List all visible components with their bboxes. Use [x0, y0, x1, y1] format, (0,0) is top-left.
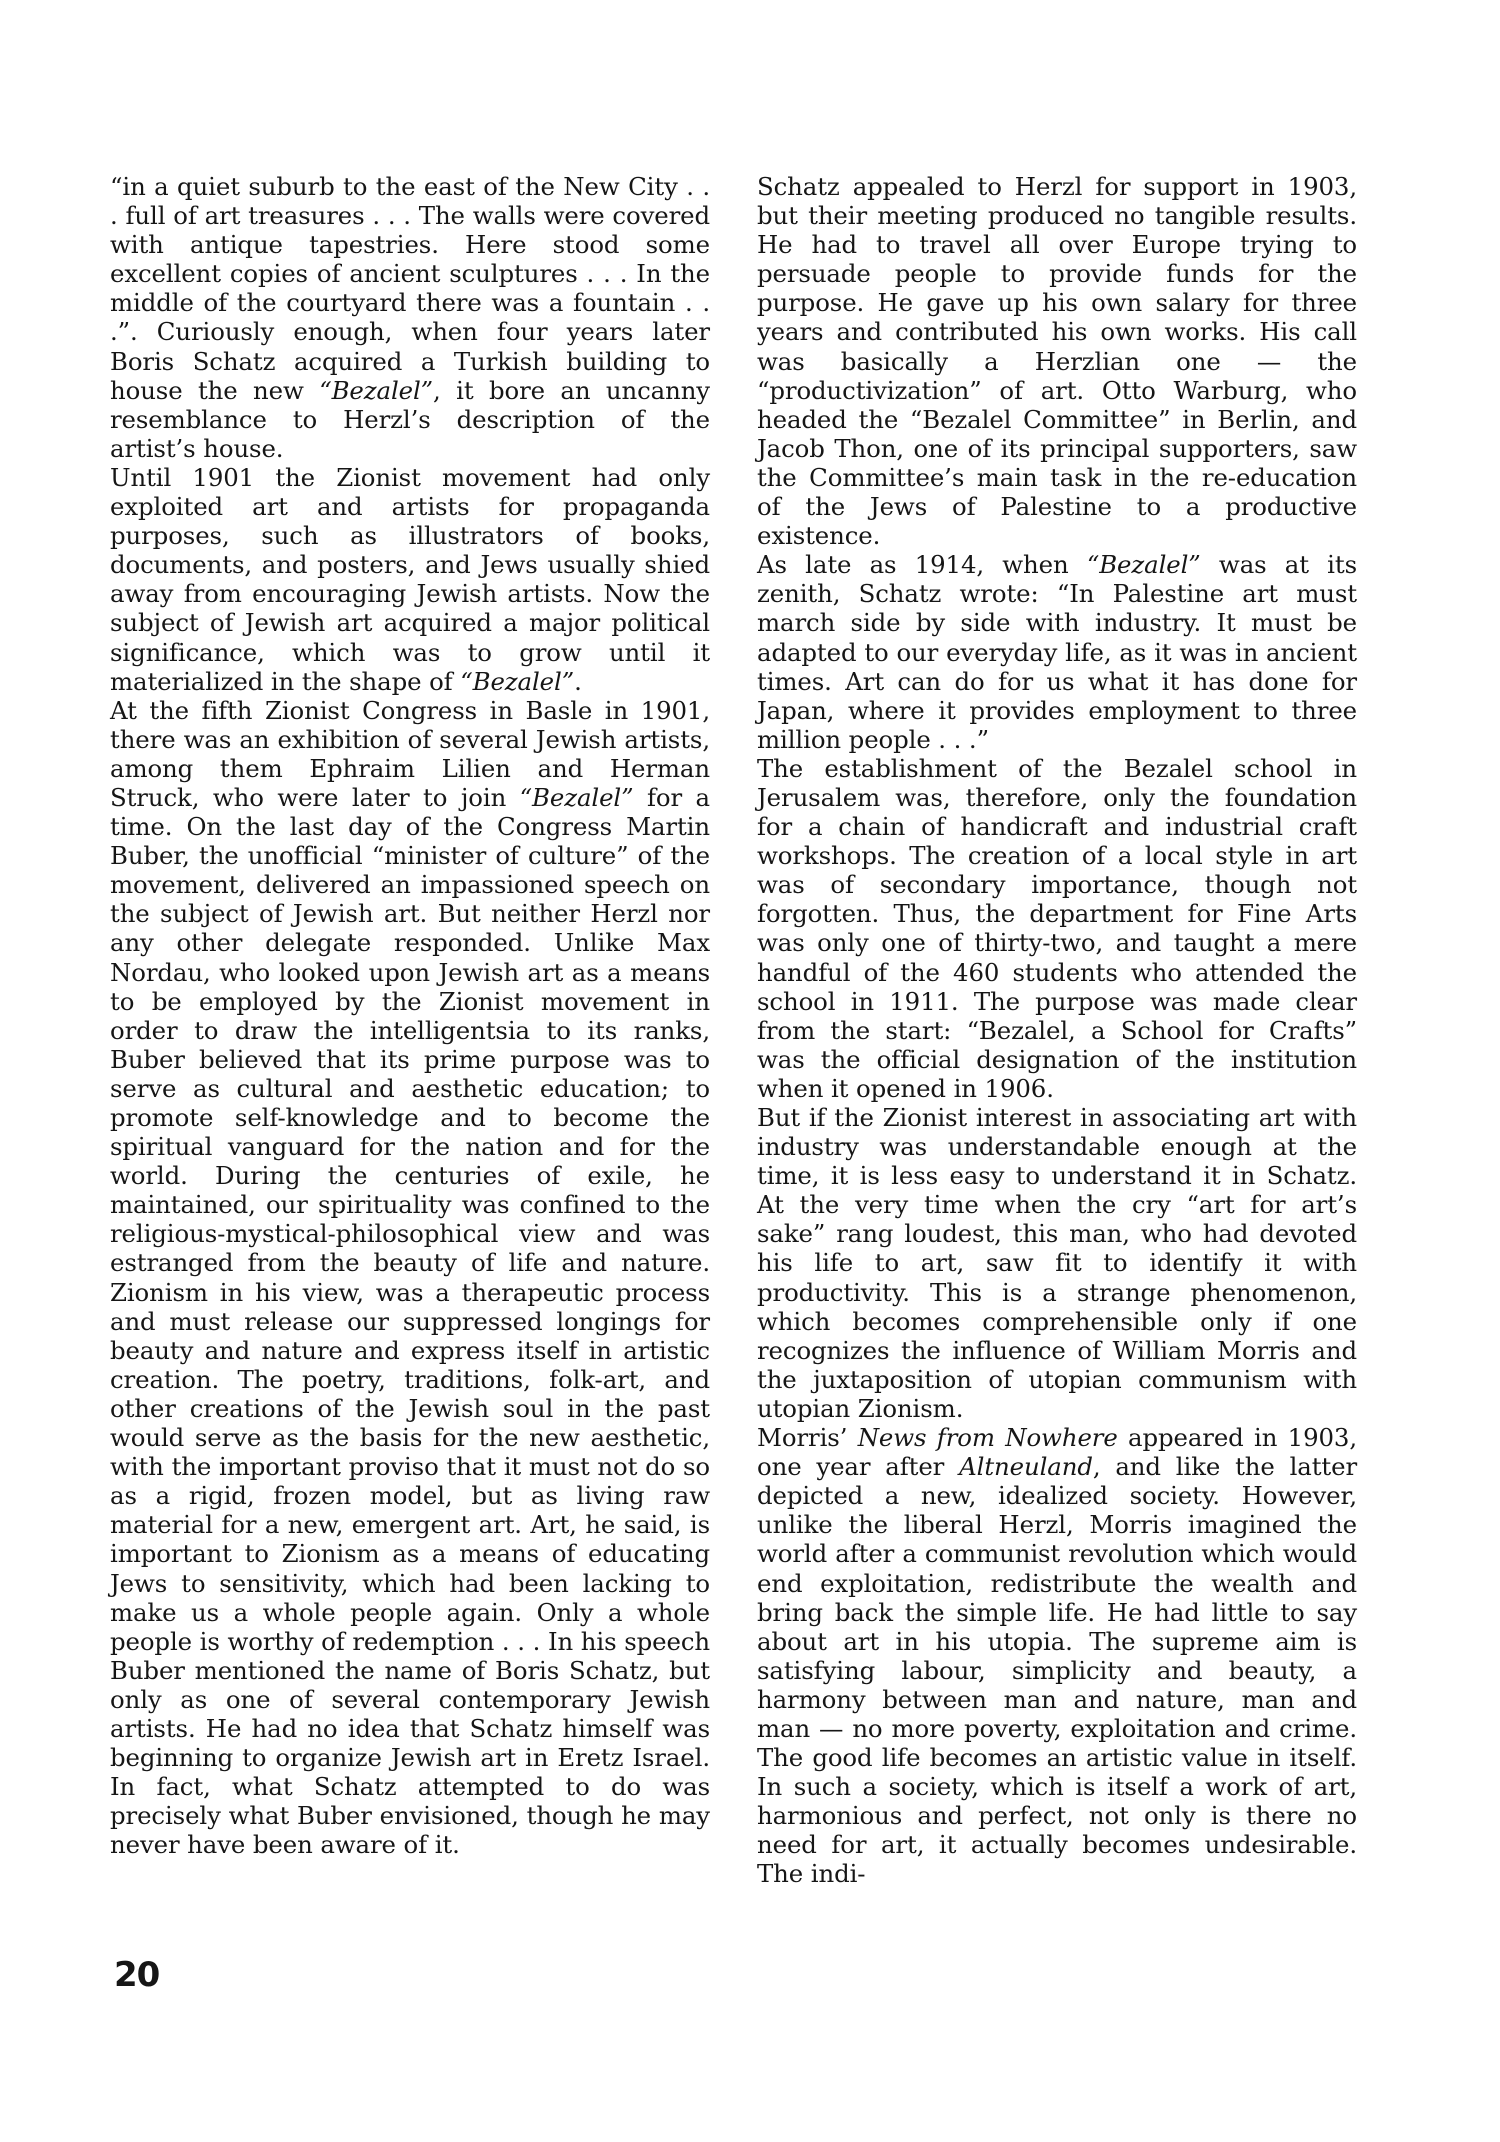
italic-text: News from Nowhere [857, 1423, 1118, 1453]
italic-text: Altneuland [959, 1452, 1093, 1482]
italic-text: “Bezalel” [1086, 550, 1201, 580]
text-run: Until 1901 the Zionist movement had only exploited art and artists for propaganda purposes, such as illustrators of books, documents, and posters, and Jews usually shied away from encouraging Jewish artists. Now the subject of Jewish art acquired a major political significance, which was to grow until it materialized in the shape of [110, 462, 710, 696]
text-run: . [574, 666, 582, 696]
text-run: At the fifth Zionist Congress in Basle in 1901, there was an exhibition of several Jewish artists, among them Ephraim Lilien and Herman Struck, who were later to join [110, 695, 710, 812]
paragraph [110, 172, 710, 463]
paragraph [757, 1423, 1357, 1889]
text-run: was at its zenith, Schatz wrote: “In Palestine art must march side by side with industry. It must be adapted to our everyday life, as it was in ancient times. Art can do for us what it has done for Japan, where it provides employment to three million people . . .” [757, 550, 1357, 754]
text-run: , and like the latter depicted a new, idealized society. However, unlike the liberal Herzl, Morris imagined the world after a communist revolution which would end exploitation, redistribute the wealth and bring back the simple life. He had little to say about art in his utopia. The supreme aim is satisfying labour, simplicity and beauty, a harmony between man and nature, man and man — no more poverty, exploitation and crime. The good life becomes an artistic value in itself. In such a society, which is itself a work of art, harmonious and perfect, not only is there no need for art, it actually becomes undesirable. The indi- [757, 1452, 1358, 1889]
text-run: As late as 1914, when [757, 550, 1087, 580]
italic-text: “Bezalel” [519, 782, 634, 812]
text-run: for a time. On the last day of the Congress Martin Buber, the unofficial “minister of culture” of the movement, delivered an impassioned speech on the subject of Jewish art. But neither Herzl nor any other delegate responded. Unlike Max Nordau, who looked upon Jewish art as a means to be employed by the Zionist movement in order to draw the intelligentsia to its ranks, Buber believed that its prime purpose was to serve as cultural and aesthetic education; to promote self-knowledge and to become the spiritual vanguard for the nation and for the world. During the centuries of exile, he maintained, our spirituality was confined to the religious-mystical-philosophical view and was estranged from the beauty of life and nature. Zionism in his view, was a therapeutic process and must release our suppressed longings for beauty and nature and express itself in artistic creation. The poetry, traditions, folk-art, and other creations of the Jewish soul in the past would serve as the basis for the new aesthetic, with the important proviso that it must not do so as a rigid, frozen model, but as living raw material for a new, emergent art. Art, he said, is important to Zionism as a means of educating Jews to sensitivity, which had been lacking to make us a whole people again. Only a whole people is worthy of redemption . . . In his speech Buber mentioned the name of Boris Schatz, but only as one of several contemporary Jewish artists. He had no idea that Schatz himself was beginning to organize Jewish art in Eretz Israel. In fact, what Schatz attempted to do was precisely what Buber envisioned, though he may never have been aware of it. [110, 782, 710, 1860]
text-run: appeared in 1903, one year after [757, 1423, 1357, 1482]
paragraph [110, 696, 710, 1860]
paragraph [110, 463, 710, 696]
text-run: Morris’ [757, 1423, 858, 1453]
italic-text: “Bezalel” [460, 666, 575, 696]
italic-text: “Bezalel” [319, 375, 434, 405]
paragraph: Schatz appealed to Herzl for support in 1903, but their meeting produced no tangible results. He had to travel all over Europe trying to persuade people to provide funds for the purpose. He gave up his own salary for three years and contributed his own works. His call was basically a Herzlian one — the “productivization” of art. Otto Warburg, who headed the “Bezalel Committee” in Berlin, and Jacob Thon, one of its principal supporters, saw the Committee’s main task in the re-education of the Jews of Palestine to a productive existence. [757, 172, 1357, 551]
paragraph [757, 550, 1357, 754]
left-column [110, 172, 710, 1859]
right-column [757, 172, 1357, 1889]
page-number: 20 [114, 1955, 160, 1995]
paragraph: But if the Zionist interest in associating art with industry was understandable enough at the time, it is less easy to understand it in Schatz. At the very time when the cry “art for art’s sake” rang loudest, this man, who had devoted his life to art, saw fit to identify it with productivity. This is a strange phenomenon, which becomes comprehensible only if one recognizes the influence of William Morris and the juxtaposition of utopian communism with utopian Zionism. [757, 1103, 1357, 1423]
text-run: , it bore an uncanny resemblance to Herzl’s description of the artist’s house. [110, 375, 710, 463]
text-run: “in a quiet suburb to the east of the New City . . . full of art treasures . . . The walls were covered with antique tapestries. Here stood some excellent copies of ancient sculptures . . . In the middle of the courtyard there was a fountain . . .”. Curiously enough, when four years later Boris Schatz acquired a Turkish building to house the new [110, 172, 710, 405]
paragraph: The establishment of the Bezalel school in Jerusalem was, therefore, only the foundation for a chain of handicraft and industrial craft workshops. The creation of a local style in art was of secondary importance, though not forgotten. Thus, the department for Fine Arts was only one of thirty-two, and taught a mere handful of the 460 students who attended the school in 1911. The purpose was made clear from the start: “Bezalel, a School for Crafts” was the official designation of the institution when it opened in 1906. [757, 753, 1357, 1103]
